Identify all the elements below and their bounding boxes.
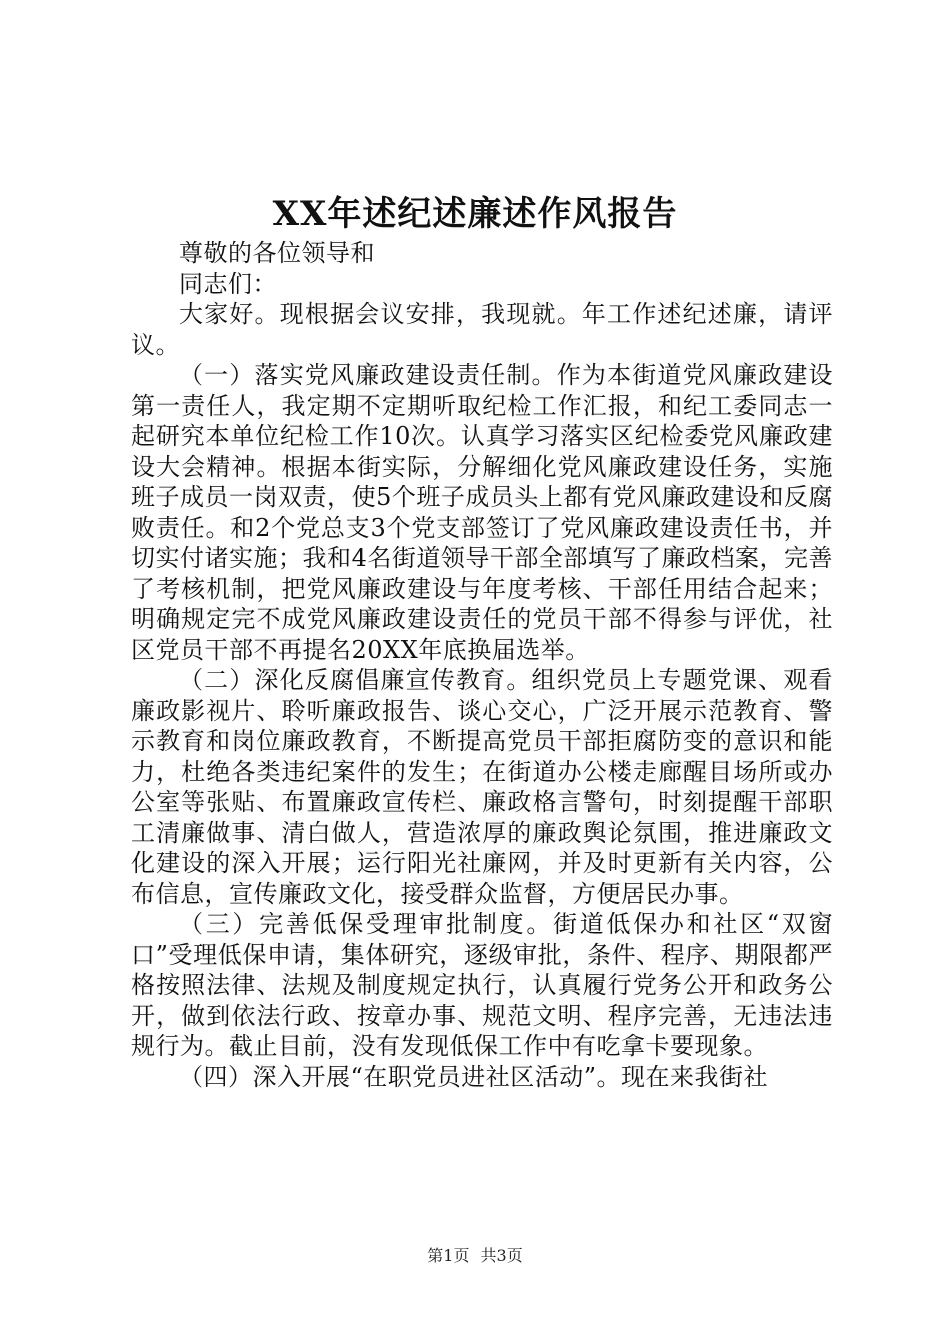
salutation-line-1: 尊敬的各位领导和 bbox=[179, 239, 375, 267]
paragraph-section-2: （二）深化反腐倡廉宣传教育。组织党员上专题党课、观看廉政影视片、聆听廉政报告、谈心交心，广泛开展示范教育、警示教育和岗位廉政教育，不断提高党员干部拒腐防变的意识和能力，杜绝各类违纪案件的发生；在街道办公楼走廊醒目场所或办公室等张贴、布置廉政宣传栏、廉政格言警句，时刻提醒干部职工清廉做事、清白做人，营造浓厚的廉政舆论氛围，推进廉政文化建设的深入开展；运行阳光社廉网，并及时更新有关内容，公布信息，宣传廉政文化，接受群众监督，方便居民办事。 bbox=[131, 666, 833, 908]
paragraph-section-3: （三）完善低保受理审批制度。街道低保办和社区“双窗口”受理低保申请，集体研究，逐级审批，条件、程序、期限都严格按照法律、法规及制度规定执行，认真履行党务公开和政务公开，做到依法行政、按章办事、规范文明、程序完善，无违法违规行为。截止目前，没有发现低保工作中有吃拿卡要现象。 bbox=[131, 910, 833, 1060]
document-title: XX年述纪述廉述作风报告 bbox=[272, 194, 678, 234]
page-number: 第1页 bbox=[427, 1246, 470, 1265]
paragraph-greeting: 大家好。现根据会议安排，我现就。年工作述纪述廉，请评议。 bbox=[131, 300, 833, 359]
document-body bbox=[131, 238, 833, 1092]
page-total: 共3页 bbox=[480, 1246, 523, 1265]
paragraph-section-1: （一）落实党风廉政建设责任制。作为本街道党风廉政建设第一责任人，我定期不定期听取纪检工作汇报，和纪工委同志一起研究本单位纪检工作10次。认真学习落实区纪检委党风廉政建设大会精神。根据本街实际，分解细化党风廉政建设任务，实施班子成员一岗双责，使5个班子成员头上都有党风廉政建设和反腐败责任。和2个党总支3个党支部签订了党风廉政建设责任书，并切实付诸实施；我和4名街道领导干部全部填写了廉政档案，完善了考核机制，把党风廉政建设与年度考核、干部任用结合起来；明确规定完不成党风廉政建设责任的党员干部不得参与评优，社区党员干部不再提名20XX年底换届选举。 bbox=[131, 361, 833, 664]
page-footer bbox=[0, 1243, 950, 1266]
salutation-line-2: 同志们： bbox=[179, 269, 277, 298]
paragraph-section-4: （四）深入开展“在职党员进社区活动”。现在来我街社 bbox=[179, 1062, 769, 1091]
